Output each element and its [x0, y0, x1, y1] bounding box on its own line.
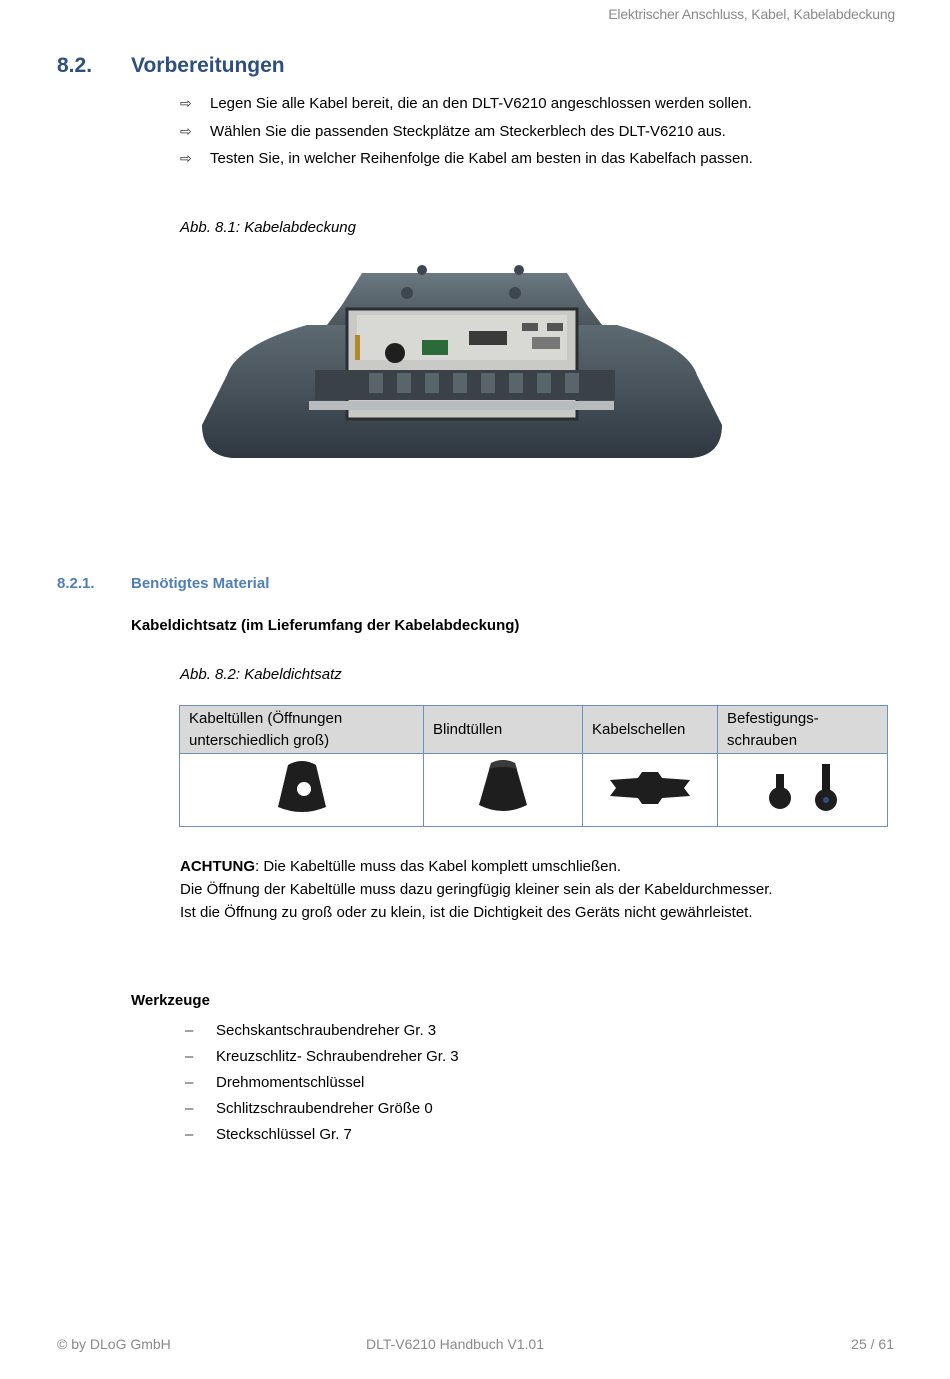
- list-item: – Steckschlüssel Gr. 7: [185, 1125, 352, 1143]
- table-cell: [718, 754, 888, 827]
- footer-document-title: DLT-V6210 Handbuch V1.01: [366, 1336, 544, 1352]
- figure-caption: Abb. 8.1: Kabelabdeckung: [180, 219, 356, 236]
- footer-copyright: © by DLoG GmbH: [57, 1336, 171, 1352]
- warning-label: ACHTUNG: [180, 858, 255, 875]
- arrow-icon: ⇨: [180, 95, 192, 112]
- list-item: ⇨ Legen Sie alle Kabel bereit, die an den DLT-V6210 angeschlossen werden sollen.: [180, 95, 752, 113]
- table-row: [180, 754, 888, 827]
- section-number: 8.2.: [57, 54, 93, 77]
- warning-note: ACHTUNG: Die Kabeltülle muss das Kabel komplett umschließen. Die Öffnung der Kabeltülle muss dazu geringfügig kleiner sein als der Kabeldurchmesser. Ist die Öffnung zu groß oder zu klein, ist die Dichtigkeit des Geräts nicht gewährleistet.: [180, 858, 773, 921]
- cable-cover-photo: [197, 265, 727, 465]
- list-item: – Drehmomentschlüssel: [185, 1073, 365, 1091]
- preparation-list: [180, 90, 753, 173]
- table-header-cell: Kabelschellen: [583, 706, 718, 754]
- dash-icon: –: [185, 1048, 194, 1066]
- list-item: ⇨ Wählen Sie die passenden Steckplätze am Steckerblech des DLT-V6210 aus.: [180, 122, 726, 140]
- table-cell: [424, 754, 583, 827]
- table-header-cell: Blindtüllen: [424, 706, 583, 754]
- dash-icon: –: [185, 1099, 194, 1117]
- dash-icon: –: [185, 1125, 194, 1143]
- running-header: Elektrischer Anschluss, Kabel, Kabelabdeckung: [608, 6, 895, 22]
- list-item: – Schlitzschraubendreher Größe 0: [185, 1099, 433, 1117]
- section-title: Vorbereitungen: [131, 54, 285, 77]
- table-header-cell: Befestigungs- schrauben: [718, 706, 888, 754]
- subsection-title: Benötigtes Material: [131, 575, 270, 592]
- table-cell: [180, 754, 424, 827]
- dash-icon: –: [185, 1073, 194, 1091]
- kit-heading: Kabeldichtsatz (im Lieferumfang der Kabelabdeckung): [131, 617, 520, 634]
- table-header-row: [180, 706, 888, 754]
- open-grommet-icon: [276, 759, 328, 817]
- figure-caption: Abb. 8.2: Kabeldichtsatz: [180, 666, 342, 683]
- list-item: – Sechskantschraubendreher Gr. 3: [185, 1022, 437, 1040]
- arrow-icon: ⇨: [180, 150, 192, 167]
- footer-page-number: 25 / 61: [851, 1336, 894, 1352]
- tools-heading: Werkzeuge: [131, 992, 210, 1009]
- subsection-number: 8.2.1.: [57, 575, 95, 592]
- screws-icon: [758, 760, 848, 816]
- tools-list: [185, 1018, 459, 1147]
- cable-clamp-icon: [608, 768, 692, 808]
- list-item: – Kreuzschlitz- Schraubendreher Gr. 3: [185, 1048, 459, 1066]
- blind-grommet-icon: [477, 759, 529, 817]
- arrow-icon: ⇨: [180, 122, 192, 139]
- material-table: [179, 705, 888, 827]
- list-item: ⇨ Testen Sie, in welcher Reihenfolge die Kabel am besten in das Kabelfach passen.: [180, 150, 753, 168]
- dash-icon: –: [185, 1022, 194, 1040]
- table-cell: [583, 754, 718, 827]
- table-header-cell: Kabeltüllen (Öffnungen unterschiedlich groß): [180, 706, 424, 754]
